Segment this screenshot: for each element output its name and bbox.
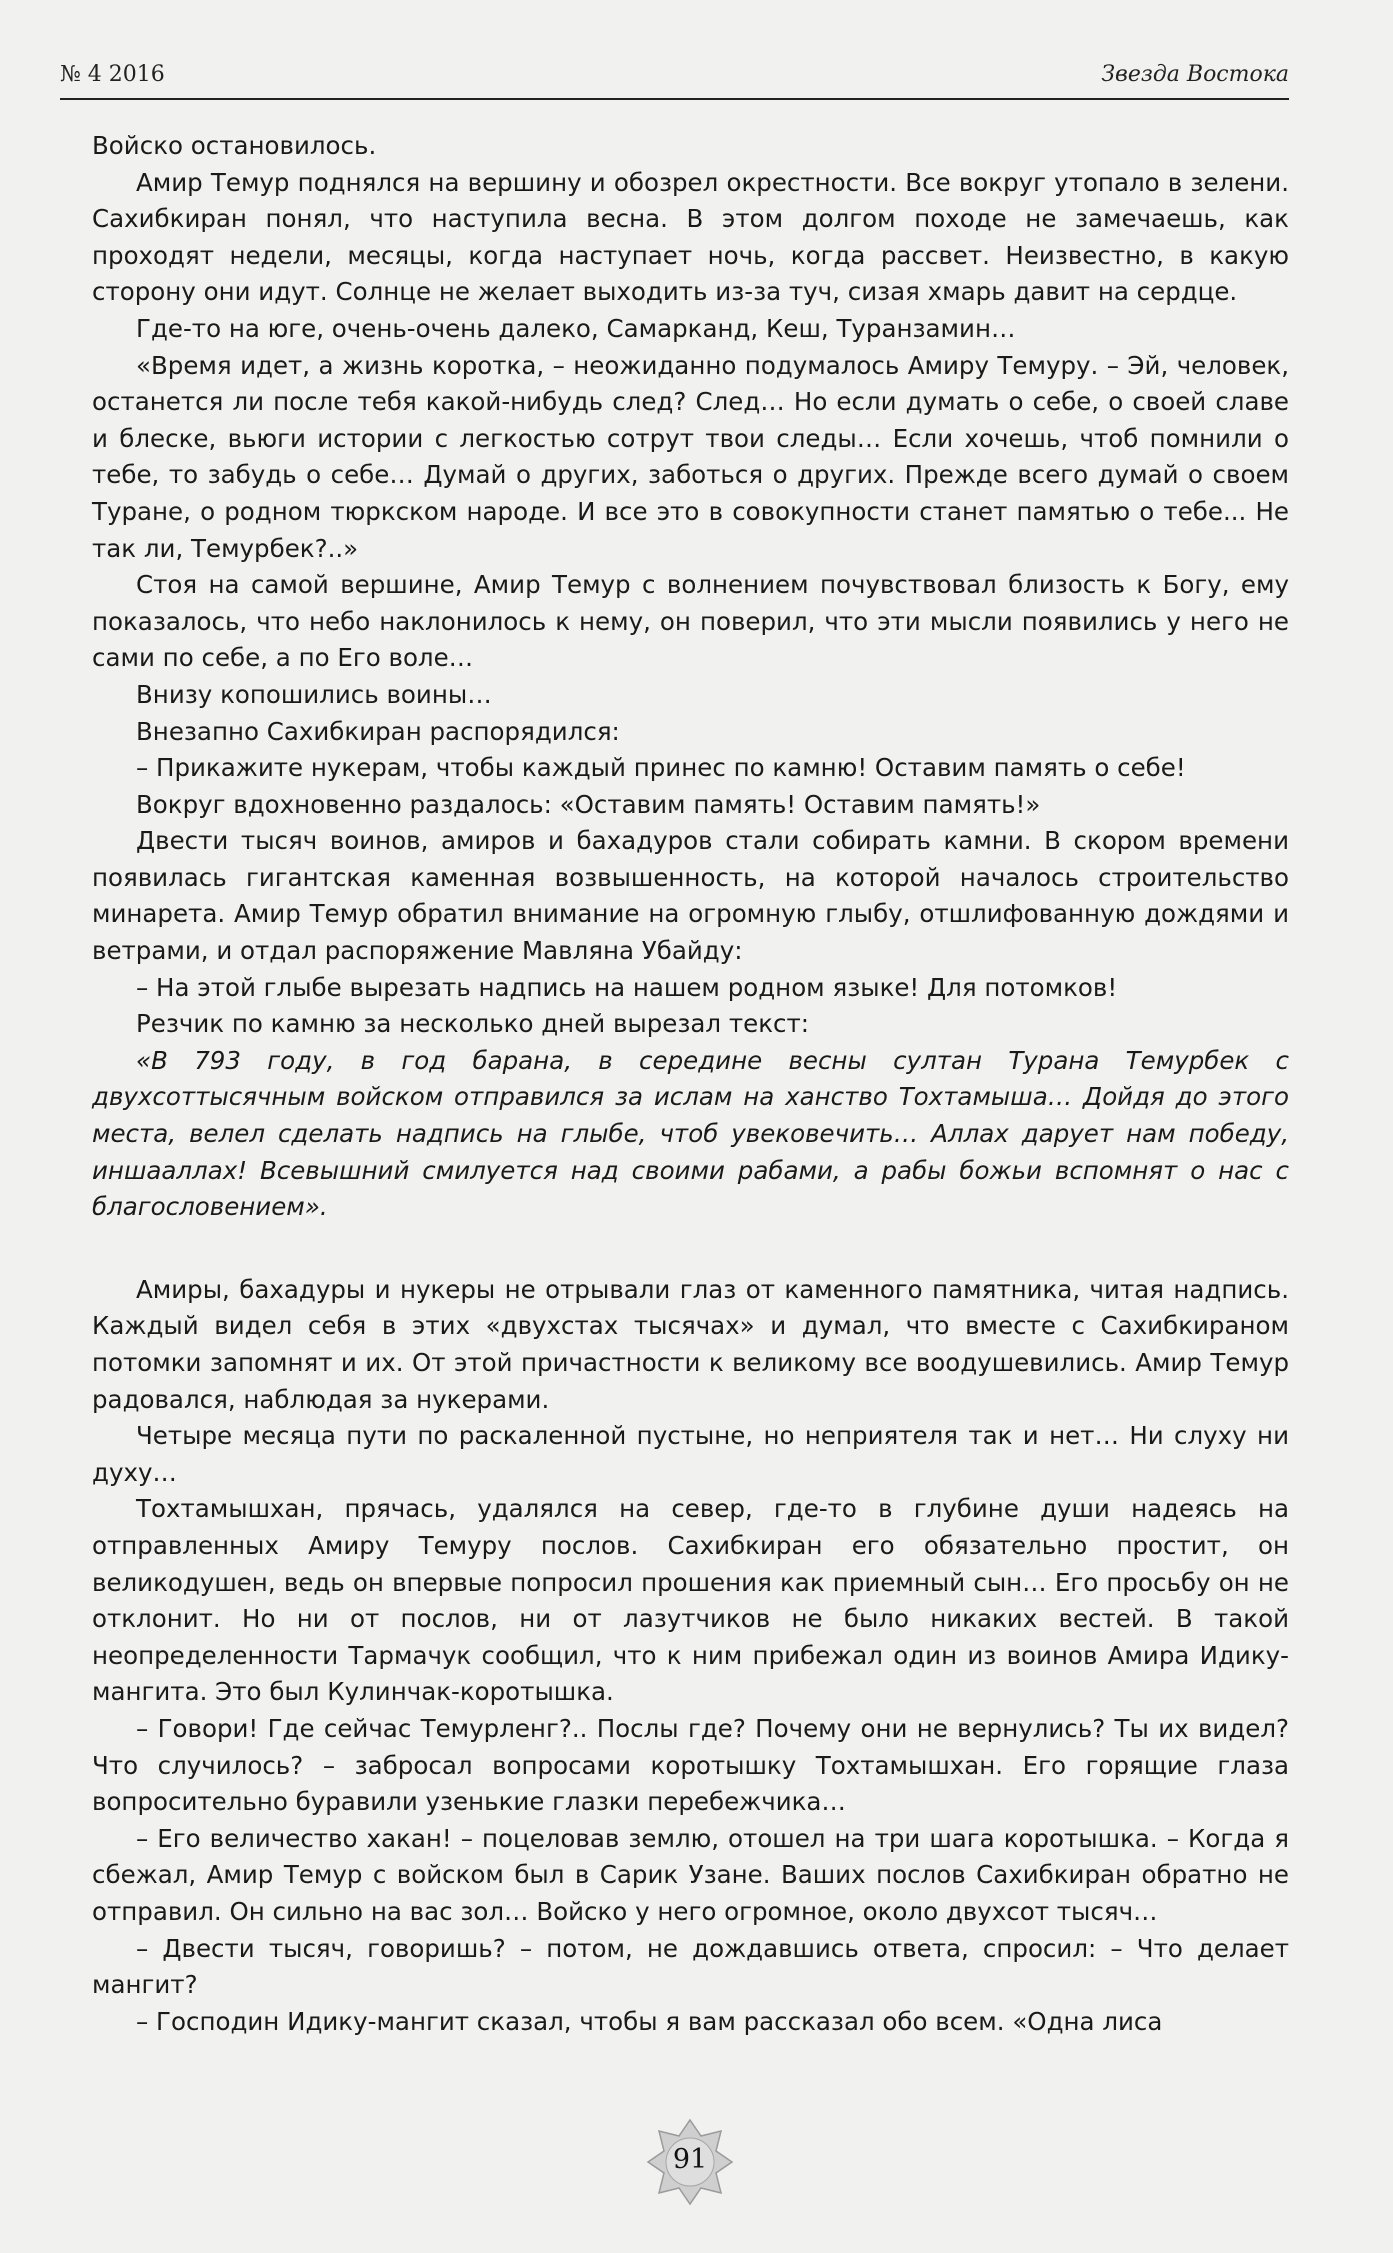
paragraph: Внезапно Сахибкиран распорядился: [136, 716, 620, 746]
issue-label: № 4 2016 [60, 62, 165, 87]
paragraph: Стоя на самой вершине, Амир Темур с волнением почувствовал близость к Богу, ему показалось, что небо наклонилось к нему, он поверил, что эти мысли появились у него не сами по себе, а по Его воле… [92, 570, 1289, 673]
paragraph: – Говори! Где сейчас Темурленг?.. Послы где? Почему они не вернулись? Ты их видел? Что случилось? – забросал вопросами коротышку Тохтамышхан. Его горящие глаза вопросительно буравили узенькие глазки перебежчика… [92, 1713, 1289, 1817]
paragraph: Амиры, бахадуры и нукеры не отрывали глаз от каменного памятника, читая надпись. Каждый видел себя в этих «двухстах тысячах» и думал, что вместе с Сахибкираном потомки запомнят и их. От этой причастности к великому все воодушевились. Амир Темур радовался, наблюдая за нукерами. [92, 1274, 1289, 1414]
body-text [92, 128, 1289, 2040]
paragraph: Тохтамышхан, прячась, удалялся на север, где-то в глубине души надеясь на отправленных Амиру Темуру послов. Сахибкиран его обязательно простит, он великодушен, ведь он впервые попросил прошения как приемный сын… Его просьбу он не отклонит. Но ни от послов, ни от лазутчиков не было никаких вестей. В такой неопределенности Тармачук сообщил, что к ним прибежал один из воинов Амира Идику-мангита. Это был Кулинчак-коротышка. [92, 1494, 1289, 1707]
paragraph: Вокруг вдохновенно раздалось: «Оставим память! Оставим память!» [136, 789, 1041, 819]
paragraph: – На этой глыбе вырезать надпись на нашем родном языке! Для потомков! [136, 972, 1118, 1002]
page-number: 91 [672, 2144, 708, 2175]
paragraph: Где-то на юге, очень-очень далеко, Самарканд, Кеш, Туранзамин… [136, 313, 1016, 343]
magazine-title: Звезда Востока [1101, 62, 1289, 87]
paragraph: Войско остановилось. [92, 131, 377, 160]
running-header [60, 58, 1289, 100]
paragraph: Четыре месяца пути по раскаленной пустыне, но неприятеля так и нет… Ни слуху ни духу… [92, 1421, 1289, 1487]
page-number-badge [646, 2118, 734, 2206]
paragraph: – Двести тысяч, говоришь? – потом, не дождавшись ответа, спросил: – Что делает мангит? [92, 1933, 1289, 2000]
paragraph: «Время идет, а жизнь коротка, – неожиданно подумалось Амиру Темуру. – Эй, человек, останется ли после тебя какой-нибудь след? След… Но если думать о себе, о своей славе и блеске, вьюги истории с легкостью сотрут твои следы… Если хочешь, чтоб помнили о тебе, то забудь о себе… Думай о других, заботься о других. Прежде всего думай о своем Туране, о родном тюркском народе. И все это в совокупности станет памятью о тебе... Не так ли, Темурбек?..» [92, 350, 1289, 563]
paragraph: Внизу копошились воины… [136, 679, 492, 709]
paragraph: – Его величество хакан! – поцеловав землю, отошел на три шага коротышка. – Когда я сбежал, Амир Темур с войском был в Сарик Узане. Ваших послов Сахибкиран обратно не отправил. Он сильно на вас зол… Войско у него огромное, около двухсот тысяч… [92, 1823, 1289, 1926]
paragraph: Резчик по камню за несколько дней вырезал текст: [136, 1009, 810, 1039]
paragraph: Амир Темур поднялся на вершину и обозрел окрестности. Все вокруг утопало в зелени. Сахибкиран понял, что наступила весна. В этом долгом походе не замечаешь, как проходят недели, месяцы, когда наступает ночь, когда рассвет. Неизвестно, в какую сторону они идут. Солнце не желает выходить из-за туч, сизая хмарь давит на сердце. [92, 167, 1289, 307]
paragraph: – Прикажите нукерам, чтобы каждый принес по камню! Оставим память о себе! [136, 753, 1186, 783]
paragraph: – Господин Идику-мангит сказал, чтобы я вам рассказал обо всем. «Одна лиса [136, 2006, 1163, 2036]
inscription-quote: «В 793 году, в год барана, в середине весны султан Турана Темурбек с двухсоттысячным войском отправился за ислам на ханство Тохтамыша… Дойдя до этого места, велел сделать надпись на глыбе, чтоб увековечить… Аллах дарует нам победу, иншааллах! Всевышний смилуется над своими рабами, а рабы божьи вспомнят о нас с благословением». [92, 1045, 1289, 1222]
paragraph: Двести тысяч воинов, амиров и бахадуров стали собирать камни. В скором времени появилась гигантская каменная возвышенность, на которой началось строительство минарета. Амир Темур обратил внимание на огромную глыбу, отшлифованную дождями и ветрами, и отдал распоряжение Мавляна Убайду: [92, 826, 1289, 966]
